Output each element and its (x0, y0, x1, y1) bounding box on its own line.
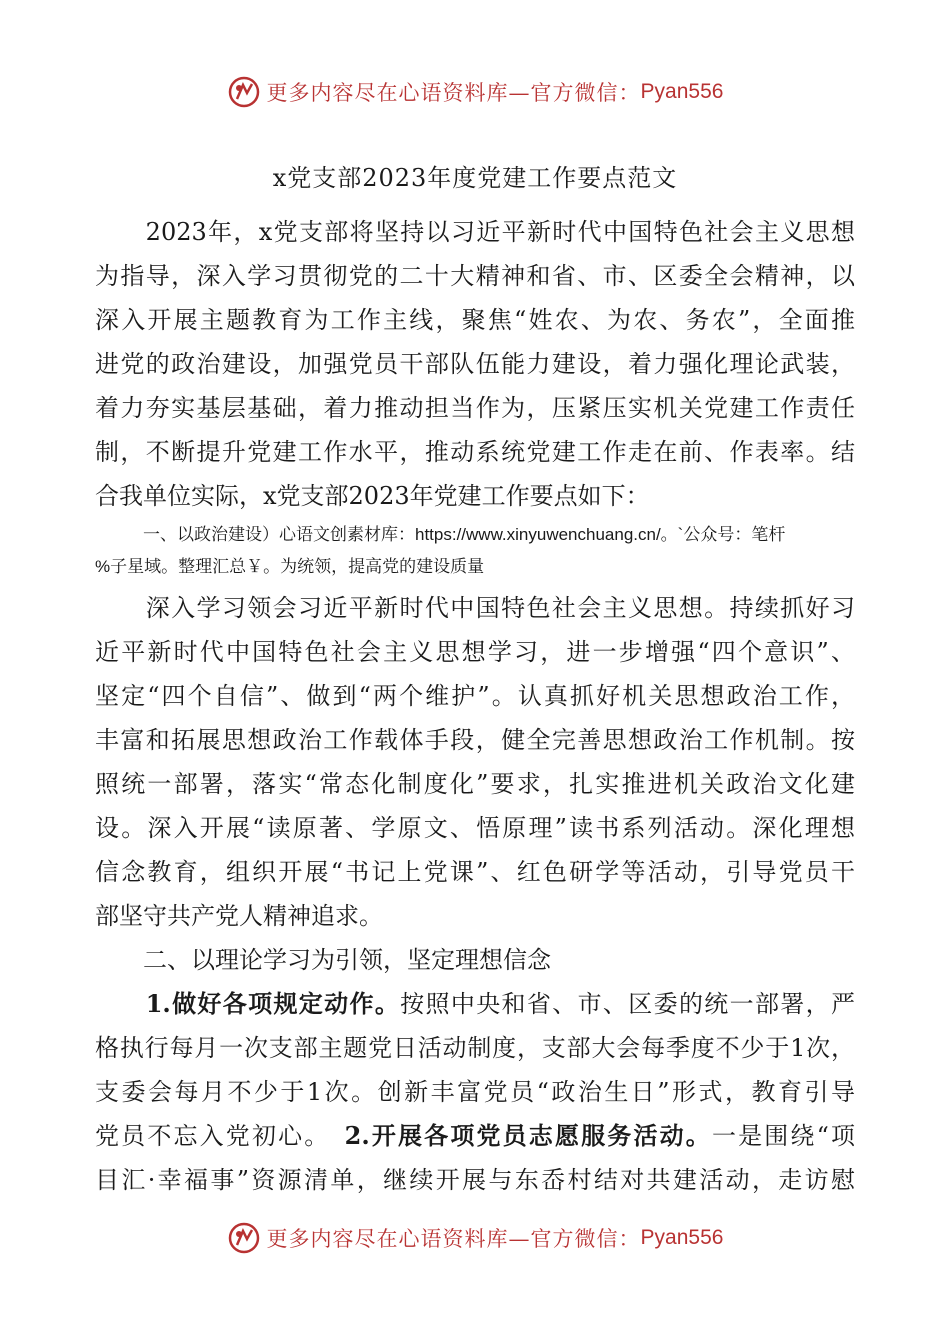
watermark-text: 更多内容尽在心语资料库—官方微信： (266, 1227, 641, 1251)
item-2-heading: 2.开展各项党员志愿服务活动。 (344, 1121, 712, 1150)
watermark-text: 更多内容尽在心语资料库—官方微信： (266, 81, 641, 105)
item-1-tail: 党员不忘入党初心。 (95, 1122, 319, 1150)
brand-logo-icon (227, 75, 261, 109)
watermark-banner-bottom (0, 1218, 950, 1258)
watermark-banner-top (0, 72, 950, 112)
paragraph-line: 2023年，x党支部将坚持以习近平新时代中国特色社会主义思想 (95, 218, 855, 246)
paragraph-line: 为指导，深入学习贯彻党的二十大精神和省、市、区委全会精神，以 (95, 262, 855, 290)
item-1-text: 按照中央和省、市、区委的统一部署，严 (400, 990, 855, 1018)
paragraph-line: 格执行每月一次支部主题党日活动制度，支部大会每季度不少于1次， (95, 1034, 855, 1062)
paragraph-line (95, 982, 855, 1026)
watermark-wechat-id: Pyan556 (640, 1226, 724, 1249)
paragraph-line: 支委会每月不少于1次。创新丰富党员“政治生日”形式，教育引导 (95, 1078, 855, 1106)
paragraph-line: 设。深入开展“读原著、学原文、悟原理”读书系列活动。深化理想 (95, 814, 855, 842)
document-title: x党支部2023年度党建工作要点范文 (272, 164, 678, 192)
paragraph-line: 深入开展主题教育为工作主线，聚焦“姓农、为农、务农”，全面推 (95, 306, 855, 334)
paragraph-line: 进党的政治建设，加强党员干部队伍能力建设，着力强化理论武装， (95, 350, 855, 378)
paragraph-line (95, 1114, 855, 1158)
paragraph-line: 丰富和拓展思想政治工作载体手段，健全完善思想政治工作机制。按 (95, 726, 855, 754)
paragraph-line: 照统一部署，落实“常态化制度化”要求，扎实推进机关政治文化建 (95, 770, 855, 798)
item-2-text: 一是围绕“项 (711, 1122, 855, 1150)
paragraph-line: 坚定“四个自信”、做到“两个维护”。认真抓好机关思想政治工作， (95, 682, 855, 710)
section-heading-1: 一、以政治建设）心语文创素材库：https://www.xinyuwenchuang.cn/。`公众号：笔杆 (143, 525, 786, 544)
paragraph-line: 近平新时代中国特色社会主义思想学习，进一步增强“四个意识”、 (95, 638, 855, 666)
paragraph-line: 制，不断提升党建工作水平，推动系统党建工作走在前、作表率。结 (95, 438, 855, 466)
paragraph-line: 深入学习领会习近平新时代中国特色社会主义思想。持续抓好习 (95, 594, 855, 622)
item-1-heading: 1.做好各项规定动作。 (145, 989, 401, 1018)
paragraph-line: 着力夯实基层基础，着力推动担当作为，压紧压实机关党建工作责任 (95, 394, 855, 422)
paragraph-line: 信念教育，组织开展“书记上党课”、红色研学等活动，引导党员干 (95, 858, 855, 886)
watermark-wechat-id: Pyan556 (640, 80, 724, 103)
section-heading-1-cont: %子星域。整理汇总￥。为统领，提高党的建设质量 (95, 557, 485, 576)
paragraph-line: 部坚守共产党人精神追求。 (95, 902, 383, 930)
paragraph-line: 目汇·幸福事”资源清单，继续开展与东岙村结对共建活动，走访慰 (95, 1166, 855, 1194)
brand-logo-icon (227, 1221, 261, 1255)
paragraph-line: 合我单位实际，x党支部2023年党建工作要点如下： (95, 482, 650, 510)
section-heading-2: 二、以理论学习为引领，坚定理想信念 (95, 946, 551, 974)
